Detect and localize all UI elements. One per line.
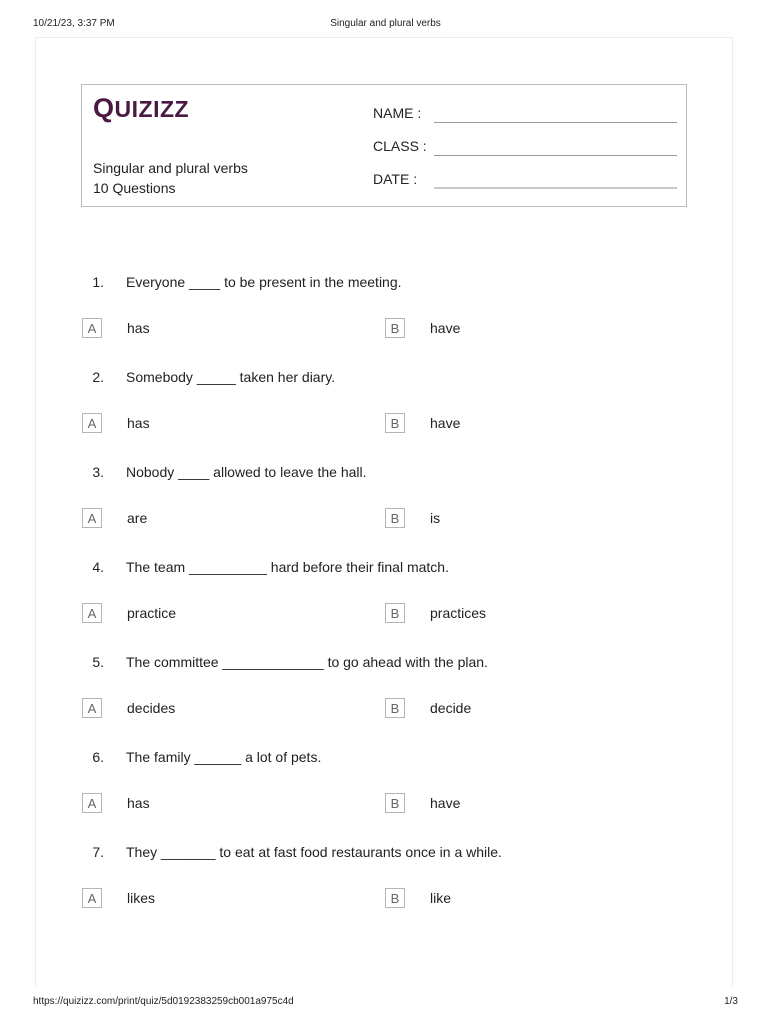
option-b-text: practices xyxy=(430,605,487,621)
option-a-badge[interactable]: A xyxy=(82,698,102,718)
option-a-badge[interactable]: A xyxy=(82,413,102,433)
question-text: Everyone ____ to be present in the meeting. xyxy=(126,274,402,290)
option-a-badge[interactable]: A xyxy=(82,603,102,623)
quiz-info-box xyxy=(81,84,687,207)
option-b-text: have xyxy=(430,320,461,336)
page-number: 1/3 xyxy=(724,996,738,1007)
print-url: https://quizizz.com/print/quiz/5d0192383259cb001a975c4d xyxy=(33,996,294,1007)
date-field[interactable] xyxy=(373,167,677,191)
question-number: 3. xyxy=(92,464,104,480)
option-a-text: has xyxy=(127,415,150,431)
print-header xyxy=(33,18,738,32)
class-field[interactable] xyxy=(373,134,677,158)
option-a-text: practice xyxy=(127,605,177,621)
question-item xyxy=(0,654,768,678)
question-text: Somebody _____ taken her diary. xyxy=(126,369,336,385)
option-b-text: have xyxy=(430,415,461,431)
print-page-title: Singular and plural verbs xyxy=(330,18,441,29)
option-b-text: decide xyxy=(430,700,472,716)
option-a-badge[interactable]: A xyxy=(82,508,102,528)
option-b-badge[interactable]: B xyxy=(385,413,405,433)
question-item xyxy=(0,464,768,488)
option-b-badge[interactable]: B xyxy=(385,888,405,908)
class-line[interactable] xyxy=(434,155,677,156)
option-a-text: has xyxy=(127,795,150,811)
question-item xyxy=(0,369,768,393)
option-a-text: has xyxy=(127,320,150,336)
print-footer xyxy=(33,996,738,1010)
name-label: NAME : xyxy=(373,105,422,121)
option-a-text: likes xyxy=(127,890,156,906)
option-b-badge[interactable]: B xyxy=(385,603,405,623)
question-count: 10 Questions xyxy=(93,180,176,196)
question-text: The family ______ a lot of pets. xyxy=(126,749,322,765)
logo-letters: UIZIZZ xyxy=(114,96,190,122)
date-line[interactable] xyxy=(434,187,677,189)
option-a-badge[interactable]: A xyxy=(82,793,102,813)
option-b-badge[interactable]: B xyxy=(385,698,405,718)
option-a-text: are xyxy=(127,510,148,526)
question-text: The team __________ hard before their final match. xyxy=(126,559,449,575)
question-item xyxy=(0,274,768,298)
print-datetime: 10/21/23, 3:37 PM xyxy=(33,18,115,29)
date-label: DATE : xyxy=(373,171,418,187)
question-number: 7. xyxy=(92,844,104,860)
question-number: 6. xyxy=(92,749,104,765)
question-item xyxy=(0,559,768,583)
option-b-badge[interactable]: B xyxy=(385,793,405,813)
option-b-text: have xyxy=(430,795,461,811)
question-text: They _______ to eat at fast food restaurants once in a while. xyxy=(126,844,502,860)
question-number: 2. xyxy=(92,369,104,385)
question-text: The committee _____________ to go ahead with the plan. xyxy=(126,654,488,670)
question-item xyxy=(0,749,768,773)
question-item xyxy=(0,844,768,868)
question-number: 4. xyxy=(92,559,104,575)
name-field[interactable] xyxy=(373,101,677,125)
class-label: CLASS : xyxy=(373,138,427,154)
option-b-text: like xyxy=(430,890,452,906)
option-b-badge[interactable]: B xyxy=(385,508,405,528)
question-number: 1. xyxy=(92,274,104,290)
option-a-badge[interactable]: A xyxy=(82,888,102,908)
option-a-badge[interactable]: A xyxy=(82,318,102,338)
option-a-text: decides xyxy=(127,700,176,716)
option-b-badge[interactable]: B xyxy=(385,318,405,338)
quizizz-logo xyxy=(93,93,189,123)
logo-letter-q: Q xyxy=(93,93,115,123)
name-line[interactable] xyxy=(434,122,677,123)
quiz-title: Singular and plural verbs xyxy=(93,160,248,176)
question-text: Nobody ____ allowed to leave the hall. xyxy=(126,464,367,480)
option-b-text: is xyxy=(430,510,441,526)
question-number: 5. xyxy=(92,654,104,670)
